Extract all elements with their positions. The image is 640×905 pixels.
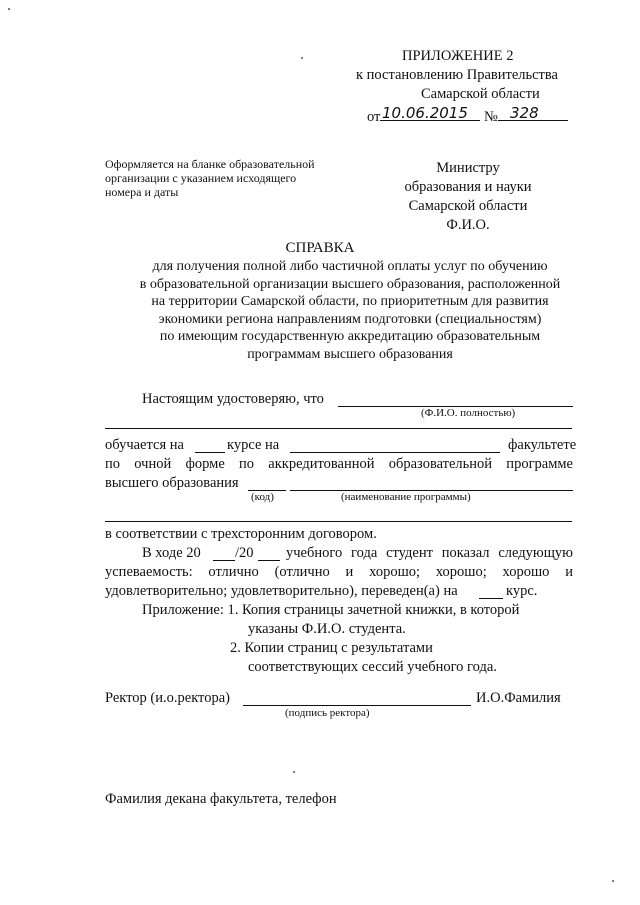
scan-speck <box>8 8 10 10</box>
addressee-line: Ф.И.О. <box>446 217 490 233</box>
certify-text: Настоящим удостоверяю, что <box>142 391 324 407</box>
year-mid-text: /20 <box>235 545 254 561</box>
addressee-block <box>388 159 548 235</box>
purpose-line: экономики региона направлениям подготовки (специальностям) <box>158 311 542 327</box>
code-caption: (код) <box>251 491 274 503</box>
addressee-line: образования и науки <box>404 179 532 195</box>
year-start-blank[interactable] <box>213 544 235 561</box>
higher-ed-text: высшего образования <box>105 475 239 491</box>
appendix-title: ПРИЛОЖЕНИЕ 2 <box>402 48 514 64</box>
dean-contact: Фамилия декана факультета, телефон <box>105 791 337 807</box>
faculty-blank[interactable] <box>290 436 500 453</box>
purpose-line: на территории Самарской области, по приоритетным для развития <box>151 294 549 309</box>
attachment-1-continued: указаны Ф.И.О. студента. <box>248 621 406 637</box>
fio-blank-continued[interactable] <box>105 412 572 429</box>
program-blank-continued[interactable] <box>105 505 572 522</box>
purpose-line: по имеющим государственную аккредитацию образовательным <box>159 329 541 344</box>
program-caption: (наименование программы) <box>341 491 471 503</box>
fio-caption: (Ф.И.О. полностью) <box>421 407 516 419</box>
year-end-text: учебного года студент показал следующую <box>286 545 573 561</box>
note-line: организации с указанием исходящего <box>105 171 297 185</box>
program-line: по очной форме по аккредитованной образовательной программе <box>105 456 573 472</box>
purpose-line: программам высшего образования <box>247 346 453 362</box>
date-prefix: от <box>367 109 381 125</box>
document-purpose <box>100 258 600 363</box>
course-number-blank[interactable] <box>195 436 225 453</box>
transferred-text: удовлетворительно; удовлетворительно), переведен(а) на <box>105 583 458 599</box>
addressee-line: Министру <box>436 160 500 176</box>
appendix-reference: к постановлению Правительства <box>356 67 558 83</box>
rector-name: И.О.Фамилия <box>476 690 561 706</box>
handwritten-date: 10.06.2015 <box>382 104 468 122</box>
note-line: номера и даты <box>105 185 179 199</box>
course-text: курсе на <box>227 437 280 453</box>
fio-blank[interactable] <box>338 390 573 407</box>
program-code-blank[interactable] <box>248 474 286 491</box>
attachment-2-continued: соответствующих сессий учебного года. <box>248 659 497 675</box>
letterhead-note <box>105 157 350 199</box>
scan-speck <box>612 880 614 882</box>
scan-speck <box>293 771 295 773</box>
faculty-text: факультете <box>508 437 577 453</box>
progress-line: успеваемость: отлично (отлично и хорошо; хорошо; хорошо и <box>105 564 573 580</box>
purpose-line: в образовательной организации высшего образования, расположенной <box>139 276 561 292</box>
document-title: СПРАВКА <box>285 240 355 256</box>
year-end-blank[interactable] <box>258 544 280 561</box>
program-name-blank[interactable] <box>290 474 573 491</box>
rector-label: Ректор (и.о.ректора) <box>105 690 230 706</box>
studies-at-text: обучается на <box>105 437 184 453</box>
course-end-text: курс. <box>506 583 538 599</box>
rector-signature-blank[interactable] <box>243 689 471 706</box>
next-course-blank[interactable] <box>479 582 503 599</box>
signature-caption: (подпись ректора) <box>285 707 370 719</box>
contract-text: в соответствии с трехсторонним договором. <box>105 526 377 542</box>
purpose-line: для получения полной либо частичной оплаты услуг по обучению <box>152 259 548 274</box>
scan-speck <box>301 57 303 59</box>
attachment-2: 2. Копии страниц с результатами <box>230 640 433 656</box>
attachment-label: Приложение: 1. Копия страницы зачетной книжки, в которой <box>142 602 520 618</box>
addressee-line: Самарской области <box>408 198 528 214</box>
number-prefix: № <box>484 109 498 125</box>
note-line: Оформляется на бланке образовательной <box>105 157 315 171</box>
appendix-region: Самарской области <box>421 86 540 102</box>
year-start-text: В ходе 20 <box>142 545 201 561</box>
handwritten-number: 328 <box>510 104 539 122</box>
